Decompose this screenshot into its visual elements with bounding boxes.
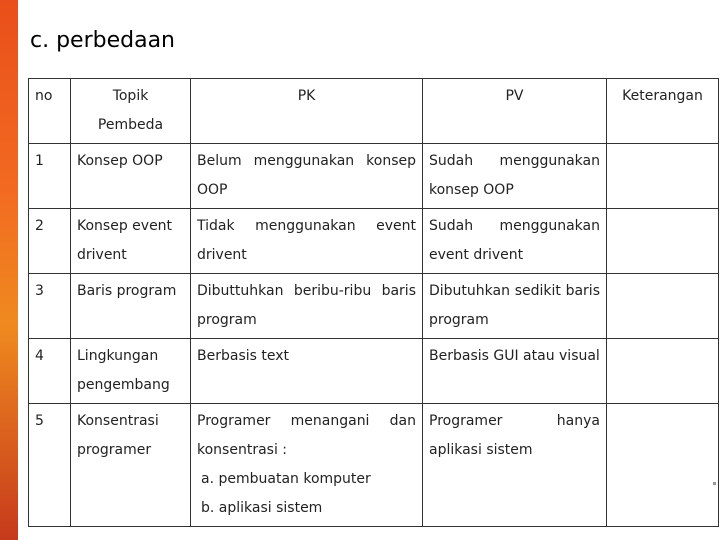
accent-sidebar-bar xyxy=(0,0,18,540)
cell-topik: Konsep OOP xyxy=(71,144,191,209)
header-topik-line1: Topik xyxy=(112,88,149,104)
decorative-dot xyxy=(713,482,716,485)
cell-topik: Baris program xyxy=(71,274,191,339)
cell-keterangan xyxy=(607,209,719,274)
cell-pk: Belum menggunakan konsep OOP xyxy=(191,144,423,209)
cell-pk-list-item: a. pembuatan komputer xyxy=(201,471,371,487)
cell-pk-text: Programer menangani dan konsentrasi : xyxy=(197,413,416,458)
cell-keterangan xyxy=(607,404,719,527)
comparison-table-container xyxy=(28,78,718,516)
comparison-table xyxy=(28,78,719,527)
cell-pv: Dibutuhkan sedikit baris program xyxy=(423,274,607,339)
table-row xyxy=(29,144,719,209)
cell-pk: Berbasis text xyxy=(191,339,423,404)
header-pk: PK xyxy=(191,79,423,144)
header-topik xyxy=(71,79,191,144)
table-row xyxy=(29,209,719,274)
header-no: no xyxy=(29,79,71,144)
cell-keterangan xyxy=(607,339,719,404)
cell-pk: Dibuttuhkan beribu-ribu baris program xyxy=(191,274,423,339)
table-row xyxy=(29,274,719,339)
header-topik-line2: Pembeda xyxy=(97,117,164,133)
cell-pv: Programer hanya aplikasi sistem xyxy=(423,404,607,527)
table-row xyxy=(29,339,719,404)
header-keterangan: Keterangan xyxy=(607,79,719,144)
cell-keterangan xyxy=(607,144,719,209)
cell-topik: Lingkungan pengembang xyxy=(71,339,191,404)
cell-pk xyxy=(191,404,423,527)
cell-pk-list-item: b. aplikasi sistem xyxy=(201,500,323,516)
cell-no: 5 xyxy=(29,404,71,527)
cell-pv: Sudah menggunakan event drivent xyxy=(423,209,607,274)
cell-no: 4 xyxy=(29,339,71,404)
header-pv: PV xyxy=(423,79,607,144)
cell-keterangan xyxy=(607,274,719,339)
cell-no: 3 xyxy=(29,274,71,339)
cell-no: 1 xyxy=(29,144,71,209)
cell-topik: Konsentrasi programer xyxy=(71,404,191,527)
cell-pv: Berbasis GUI atau visual xyxy=(423,339,607,404)
table-header-row xyxy=(29,79,719,144)
cell-pv: Sudah menggunakan konsep OOP xyxy=(423,144,607,209)
cell-pk: Tidak menggunakan event drivent xyxy=(191,209,423,274)
cell-topik: Konsep event drivent xyxy=(71,209,191,274)
cell-no: 2 xyxy=(29,209,71,274)
slide-title: c. perbedaan xyxy=(30,28,175,53)
table-row xyxy=(29,404,719,527)
